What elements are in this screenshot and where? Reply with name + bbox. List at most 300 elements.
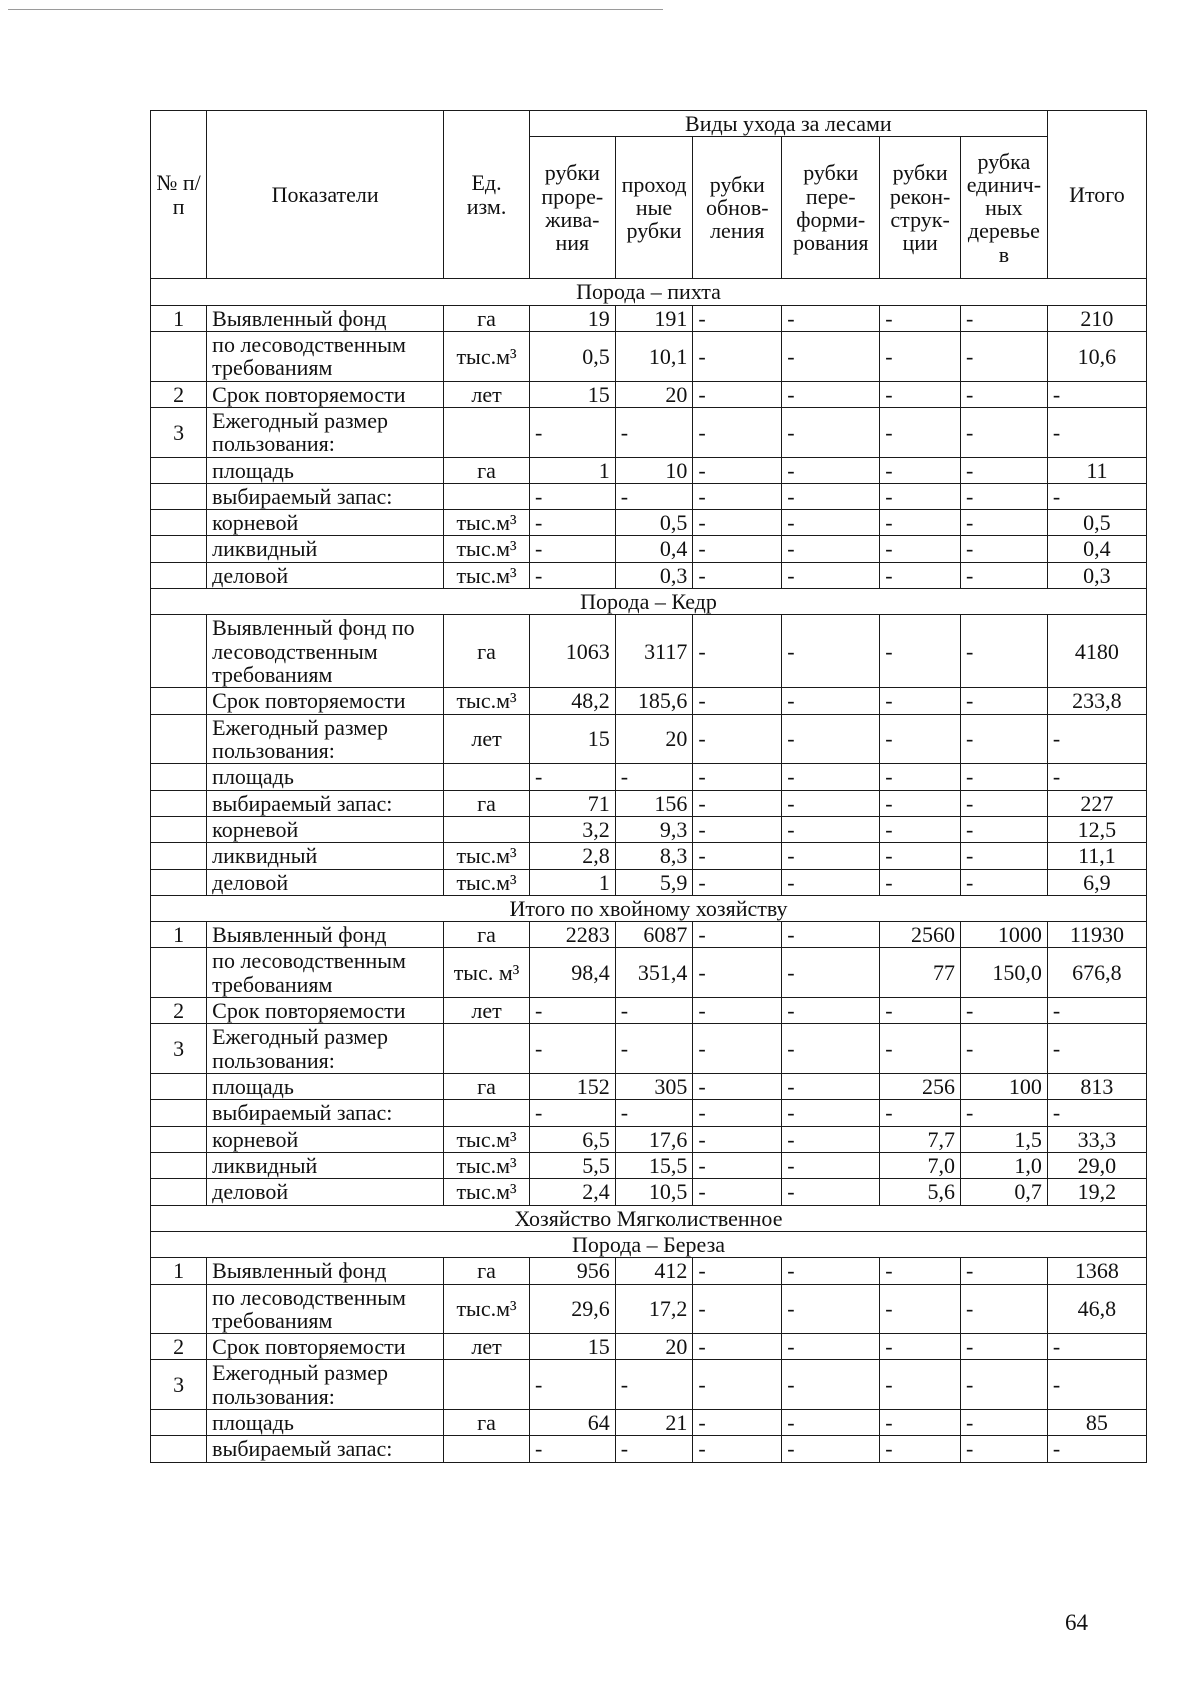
row-value: - — [693, 869, 782, 895]
table-row — [151, 615, 1147, 688]
row-value: 100 — [960, 1074, 1047, 1100]
table-row — [151, 790, 1147, 816]
row-value: 1 — [529, 457, 615, 483]
row-value: 48,2 — [529, 688, 615, 714]
row-value: - — [529, 483, 615, 509]
row-total: 12,5 — [1047, 816, 1146, 842]
row-total: 4180 — [1047, 615, 1146, 688]
page-number: 64 — [1065, 1610, 1088, 1635]
section-title: Порода – пихта — [151, 279, 1147, 305]
row-value: - — [693, 1179, 782, 1205]
row-number: 3 — [151, 1024, 207, 1074]
header-col-line: рубка — [977, 148, 1031, 174]
row-indicator: корневой — [207, 510, 444, 536]
header-col-line: обнов- — [705, 195, 769, 221]
header-col-line: в — [998, 241, 1010, 267]
table-row — [151, 688, 1147, 714]
row-value: - — [960, 790, 1047, 816]
row-value: - — [880, 381, 961, 407]
table-row — [151, 764, 1147, 790]
row-number — [151, 843, 207, 869]
row-value: - — [880, 1258, 961, 1284]
row-total: - — [1047, 1100, 1146, 1126]
row-number — [151, 764, 207, 790]
row-value: - — [693, 1284, 782, 1334]
table-row — [151, 510, 1147, 536]
row-number — [151, 536, 207, 562]
row-indicator: Ежегодный размер пользования: — [207, 1024, 444, 1074]
row-value: - — [782, 1152, 880, 1178]
row-value: - — [693, 1074, 782, 1100]
row-total: - — [1047, 998, 1146, 1024]
row-value: - — [693, 1360, 782, 1410]
row-value: - — [880, 998, 961, 1024]
row-value: - — [693, 948, 782, 998]
row-value: - — [960, 457, 1047, 483]
row-value: 6,5 — [529, 1126, 615, 1152]
header-col-4 — [782, 137, 880, 279]
row-indicator: Ежегодный размер пользования: — [207, 1360, 444, 1410]
row-value: - — [880, 1360, 961, 1410]
row-value: - — [880, 305, 961, 331]
row-value: 5,9 — [615, 869, 693, 895]
row-value: - — [782, 1100, 880, 1126]
row-total: - — [1047, 407, 1146, 457]
row-value: 0,4 — [615, 536, 693, 562]
row-value: 0,3 — [615, 562, 693, 588]
header-col-line: жива- — [545, 206, 600, 232]
row-value: - — [880, 714, 961, 764]
row-value: - — [880, 536, 961, 562]
row-total: - — [1047, 1436, 1146, 1462]
header-col-line: ных — [985, 195, 1023, 221]
row-value: - — [880, 1410, 961, 1436]
table-row — [151, 407, 1147, 457]
row-total: 1368 — [1047, 1258, 1146, 1284]
row-value: 0,5 — [529, 331, 615, 381]
row-value: - — [693, 998, 782, 1024]
header-col-line: пере- — [805, 183, 856, 209]
row-value: 10,1 — [615, 331, 693, 381]
header-col-line: рубки — [544, 160, 600, 186]
row-value: - — [529, 1024, 615, 1074]
row-value: - — [615, 998, 693, 1024]
row-value: - — [615, 764, 693, 790]
row-unit: га — [444, 1410, 530, 1436]
row-value: 17,6 — [615, 1126, 693, 1152]
row-value: 956 — [529, 1258, 615, 1284]
row-total: 19,2 — [1047, 1179, 1146, 1205]
row-indicator: по лесоводственным требованиям — [207, 948, 444, 998]
row-value: - — [960, 764, 1047, 790]
row-value: - — [960, 1258, 1047, 1284]
row-unit: лет — [444, 714, 530, 764]
row-value: 10,5 — [615, 1179, 693, 1205]
row-value: 20 — [615, 1334, 693, 1360]
row-unit: тыс.м³ — [444, 562, 530, 588]
row-unit: га — [444, 1074, 530, 1100]
row-total: 11930 — [1047, 922, 1146, 948]
table-row — [151, 869, 1147, 895]
row-total: 813 — [1047, 1074, 1146, 1100]
section-row — [151, 1231, 1147, 1257]
row-indicator: площадь — [207, 1410, 444, 1436]
header-row-top — [151, 111, 1147, 137]
row-number — [151, 1179, 207, 1205]
row-indicator: Выявленный фонд — [207, 922, 444, 948]
row-indicator: Ежегодный размер пользования: — [207, 714, 444, 764]
row-value: - — [880, 562, 961, 588]
header-col-5 — [880, 137, 961, 279]
row-total: 29,0 — [1047, 1152, 1146, 1178]
table-row — [151, 922, 1147, 948]
row-value: - — [693, 1100, 782, 1126]
row-unit: лет — [444, 998, 530, 1024]
row-number — [151, 510, 207, 536]
row-value: - — [782, 764, 880, 790]
row-number: 1 — [151, 1258, 207, 1284]
row-value: - — [782, 457, 880, 483]
row-indicator: Срок повторяемости — [207, 1334, 444, 1360]
row-unit: лет — [444, 381, 530, 407]
row-indicator: Выявленный фонд — [207, 305, 444, 331]
table-row — [151, 1179, 1147, 1205]
table-row — [151, 1126, 1147, 1152]
row-value: - — [693, 1126, 782, 1152]
row-value: - — [960, 381, 1047, 407]
section-row — [151, 279, 1147, 305]
header-col-line: рекон- — [889, 183, 951, 209]
header-num: № п/п — [151, 111, 207, 279]
row-value: - — [693, 688, 782, 714]
row-number: 3 — [151, 1360, 207, 1410]
row-value: - — [960, 869, 1047, 895]
table-row — [151, 305, 1147, 331]
row-value: - — [782, 1258, 880, 1284]
row-value: - — [693, 483, 782, 509]
row-value: - — [693, 790, 782, 816]
table-row — [151, 1152, 1147, 1178]
table-row — [151, 1410, 1147, 1436]
row-value: - — [693, 331, 782, 381]
row-value: 351,4 — [615, 948, 693, 998]
row-unit — [444, 816, 530, 842]
row-value: - — [960, 1410, 1047, 1436]
row-value: - — [693, 922, 782, 948]
row-value: - — [782, 948, 880, 998]
row-total: 0,5 — [1047, 510, 1146, 536]
row-value: - — [529, 407, 615, 457]
row-value: - — [782, 305, 880, 331]
header-col-line: рования — [792, 230, 869, 256]
row-total: 11,1 — [1047, 843, 1146, 869]
header-col-line: единич- — [966, 171, 1042, 197]
row-value: 20 — [615, 381, 693, 407]
row-value: - — [693, 1258, 782, 1284]
row-indicator: ликвидный — [207, 1152, 444, 1178]
row-value: - — [880, 843, 961, 869]
row-value: - — [960, 562, 1047, 588]
row-value: - — [960, 714, 1047, 764]
row-total: 0,4 — [1047, 536, 1146, 562]
row-value: - — [693, 615, 782, 688]
row-total: 676,8 — [1047, 948, 1146, 998]
row-value: - — [960, 688, 1047, 714]
row-unit: тыс.м³ — [444, 536, 530, 562]
row-value: - — [693, 1410, 782, 1436]
row-value: - — [880, 615, 961, 688]
row-indicator: корневой — [207, 1126, 444, 1152]
row-indicator: выбираемый запас: — [207, 483, 444, 509]
table-row — [151, 331, 1147, 381]
row-unit: га — [444, 615, 530, 688]
row-value: 256 — [880, 1074, 961, 1100]
row-number — [151, 331, 207, 381]
row-value: 305 — [615, 1074, 693, 1100]
row-value: 1 — [529, 869, 615, 895]
row-value: - — [782, 1334, 880, 1360]
row-value: - — [615, 407, 693, 457]
row-unit: тыс.м³ — [444, 1179, 530, 1205]
row-indicator: выбираемый запас: — [207, 1436, 444, 1462]
row-number — [151, 457, 207, 483]
header-indicators: Показатели — [207, 111, 444, 279]
row-indicator: ликвидный — [207, 536, 444, 562]
row-value: 20 — [615, 714, 693, 764]
row-indicator: ликвидный — [207, 843, 444, 869]
row-value: - — [782, 1360, 880, 1410]
table-row — [151, 1360, 1147, 1410]
row-number — [151, 688, 207, 714]
top-rule — [8, 9, 663, 10]
row-value: 5,5 — [529, 1152, 615, 1178]
row-value: - — [782, 562, 880, 588]
row-value: - — [615, 1436, 693, 1462]
row-unit: тыс.м³ — [444, 869, 530, 895]
row-indicator: деловой — [207, 1179, 444, 1205]
row-value: 9,3 — [615, 816, 693, 842]
row-number: 2 — [151, 998, 207, 1024]
row-unit — [444, 764, 530, 790]
header-col-line: рубки — [626, 218, 682, 244]
row-value: 15,5 — [615, 1152, 693, 1178]
row-value: - — [960, 615, 1047, 688]
row-value: 2560 — [880, 922, 961, 948]
row-number — [151, 1436, 207, 1462]
row-value: 15 — [529, 714, 615, 764]
table-row — [151, 1024, 1147, 1074]
row-unit: тыс.м³ — [444, 1126, 530, 1152]
row-value: - — [615, 1024, 693, 1074]
row-number: 2 — [151, 381, 207, 407]
table-row — [151, 948, 1147, 998]
row-indicator: площадь — [207, 1074, 444, 1100]
row-value: - — [782, 714, 880, 764]
forest-care-table — [150, 110, 1147, 1463]
row-number — [151, 615, 207, 688]
row-value: - — [782, 381, 880, 407]
row-unit: лет — [444, 1334, 530, 1360]
row-value: - — [782, 1074, 880, 1100]
table-row — [151, 1284, 1147, 1334]
row-number — [151, 1074, 207, 1100]
row-value: 1063 — [529, 615, 615, 688]
header-col-line: проре- — [541, 183, 604, 209]
row-value: - — [782, 407, 880, 457]
row-total: - — [1047, 483, 1146, 509]
row-value: 150,0 — [960, 948, 1047, 998]
row-total: - — [1047, 1360, 1146, 1410]
row-value: 1000 — [960, 922, 1047, 948]
row-value: - — [880, 869, 961, 895]
table-row — [151, 1074, 1147, 1100]
row-value: - — [693, 457, 782, 483]
row-total: 11 — [1047, 457, 1146, 483]
row-indicator: площадь — [207, 457, 444, 483]
table-row — [151, 562, 1147, 588]
row-value: - — [782, 1436, 880, 1462]
row-value: - — [529, 562, 615, 588]
row-value: - — [960, 331, 1047, 381]
row-value: 10 — [615, 457, 693, 483]
row-unit: га — [444, 457, 530, 483]
row-number — [151, 562, 207, 588]
row-indicator: Ежегодный размер пользования: — [207, 407, 444, 457]
row-value: - — [960, 816, 1047, 842]
row-value: - — [782, 843, 880, 869]
row-value: - — [529, 1100, 615, 1126]
row-value: - — [529, 1436, 615, 1462]
row-total: - — [1047, 714, 1146, 764]
row-total: 233,8 — [1047, 688, 1146, 714]
row-value: - — [880, 1284, 961, 1334]
row-value: 77 — [880, 948, 961, 998]
row-total: 10,6 — [1047, 331, 1146, 381]
section-title: Хозяйство Мягколиственное — [151, 1205, 1147, 1231]
row-value: - — [782, 1410, 880, 1436]
row-value: - — [782, 869, 880, 895]
row-value: - — [693, 714, 782, 764]
row-value: 98,4 — [529, 948, 615, 998]
table-row — [151, 457, 1147, 483]
row-value: - — [782, 922, 880, 948]
row-total: 46,8 — [1047, 1284, 1146, 1334]
section-title: Порода – Кедр — [151, 589, 1147, 615]
row-total: 33,3 — [1047, 1126, 1146, 1152]
row-unit — [444, 1024, 530, 1074]
row-value: - — [782, 615, 880, 688]
row-value: - — [960, 1024, 1047, 1074]
row-value: 1,0 — [960, 1152, 1047, 1178]
table-row — [151, 816, 1147, 842]
row-unit — [444, 1436, 530, 1462]
row-number — [151, 869, 207, 895]
table-row — [151, 1436, 1147, 1462]
row-value: 15 — [529, 381, 615, 407]
header-col-line: рубки — [709, 171, 765, 197]
row-value: - — [693, 764, 782, 790]
row-value: - — [880, 1100, 961, 1126]
section-title: Порода – Береза — [151, 1231, 1147, 1257]
row-value: 191 — [615, 305, 693, 331]
row-value: - — [693, 562, 782, 588]
row-value: - — [782, 1179, 880, 1205]
section-row — [151, 895, 1147, 921]
row-value: 17,2 — [615, 1284, 693, 1334]
table-row — [151, 1334, 1147, 1360]
row-indicator: Срок повторяемости — [207, 688, 444, 714]
row-value: - — [880, 407, 961, 457]
row-value: - — [693, 1436, 782, 1462]
table-row — [151, 483, 1147, 509]
row-value: - — [960, 536, 1047, 562]
table-row — [151, 536, 1147, 562]
row-number: 1 — [151, 305, 207, 331]
row-value: 2,8 — [529, 843, 615, 869]
row-unit — [444, 1360, 530, 1410]
row-value: 64 — [529, 1410, 615, 1436]
row-unit: га — [444, 790, 530, 816]
header-total: Итого — [1047, 111, 1146, 279]
table-row — [151, 381, 1147, 407]
row-value: - — [529, 764, 615, 790]
row-indicator: по лесоводственным требованиям — [207, 1284, 444, 1334]
row-value: 412 — [615, 1258, 693, 1284]
row-number — [151, 1100, 207, 1126]
row-value: - — [615, 483, 693, 509]
row-unit: тыс.м³ — [444, 688, 530, 714]
row-unit: тыс.м³ — [444, 1284, 530, 1334]
row-value: - — [960, 510, 1047, 536]
header-col-line: ления — [710, 218, 765, 244]
row-value: 1,5 — [960, 1126, 1047, 1152]
row-indicator: Срок повторяемости — [207, 998, 444, 1024]
row-number — [151, 790, 207, 816]
header-group: Виды ухода за лесами — [529, 111, 1047, 137]
row-value: - — [880, 816, 961, 842]
row-value: 19 — [529, 305, 615, 331]
row-value: - — [693, 843, 782, 869]
row-value: - — [693, 1152, 782, 1178]
section-row — [151, 1205, 1147, 1231]
row-indicator: корневой — [207, 816, 444, 842]
header-col-line: форми- — [796, 206, 866, 232]
row-total: 6,9 — [1047, 869, 1146, 895]
row-total: 0,3 — [1047, 562, 1146, 588]
row-value: 3117 — [615, 615, 693, 688]
row-value: - — [880, 764, 961, 790]
row-total: - — [1047, 381, 1146, 407]
row-value: 7,0 — [880, 1152, 961, 1178]
header-col-6 — [960, 137, 1047, 279]
row-value: 2283 — [529, 922, 615, 948]
row-value: - — [529, 510, 615, 536]
row-value: - — [880, 688, 961, 714]
row-value: - — [960, 1360, 1047, 1410]
row-value: - — [782, 483, 880, 509]
row-number — [151, 483, 207, 509]
row-unit: тыс.м³ — [444, 1152, 530, 1178]
row-indicator: выбираемый запас: — [207, 790, 444, 816]
row-value: 21 — [615, 1410, 693, 1436]
table-row — [151, 1100, 1147, 1126]
row-number — [151, 1152, 207, 1178]
row-indicator: Выявленный фонд по лесоводственным требованиям — [207, 615, 444, 688]
row-unit: тыс.м³ — [444, 510, 530, 536]
header-col-line: ции — [902, 230, 938, 256]
section-title: Итого по хвойному хозяйству — [151, 895, 1147, 921]
row-value: - — [960, 483, 1047, 509]
